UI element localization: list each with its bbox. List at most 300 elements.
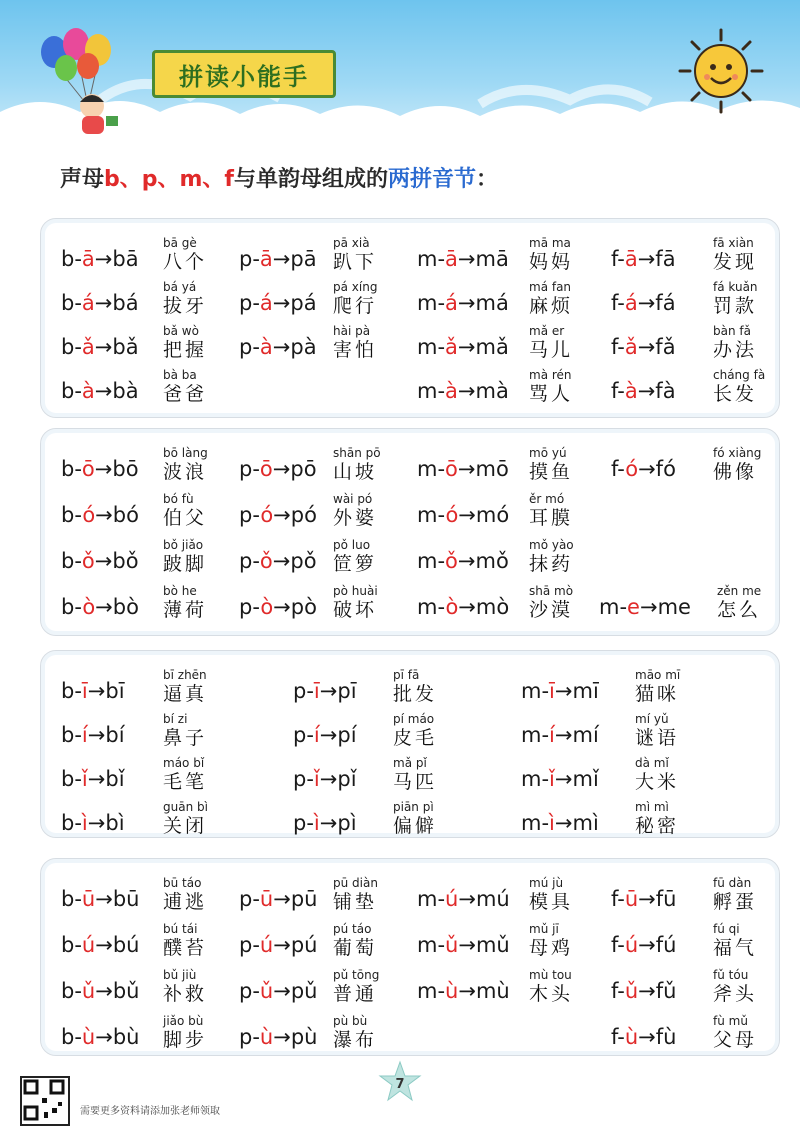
- word-characters: 罚款: [713, 295, 758, 317]
- word-pinyin: bà ba: [163, 368, 197, 382]
- final-vowel: ǎ: [624, 335, 638, 359]
- final-vowel: ū: [259, 887, 274, 911]
- result-syllable: →bā: [94, 247, 139, 271]
- initial-letter: p-: [239, 1025, 260, 1049]
- final-vowel: ù: [445, 979, 459, 1003]
- word-characters: 长发: [713, 383, 758, 405]
- word-characters: 福气: [713, 937, 758, 959]
- example-word: [713, 877, 757, 913]
- final-vowel: ò: [82, 595, 96, 619]
- word-pinyin: mǎ pǐ: [393, 756, 427, 770]
- initial-letter: m-: [417, 503, 446, 527]
- word-pinyin: hài pà: [333, 324, 371, 338]
- footer-note: 需要更多资料请添加张老师领取: [80, 1106, 220, 1117]
- word-characters: 猫咪: [635, 683, 680, 705]
- initial-letter: b-: [61, 1025, 82, 1049]
- word-characters: 麻烦: [529, 295, 574, 317]
- syllable-cell: [41, 795, 779, 839]
- initial-letter: b-: [61, 247, 82, 271]
- syllable-cell: [41, 1009, 779, 1053]
- final-vowel: ō: [81, 457, 95, 481]
- final-vowel: í: [81, 723, 88, 747]
- final-vowel: ǎ: [81, 335, 95, 359]
- result-syllable: →bū: [95, 887, 140, 911]
- result-syllable: →pū: [273, 887, 318, 911]
- word-pinyin: fá kuǎn: [713, 280, 758, 294]
- syllable-cell: [41, 533, 779, 577]
- initial-letter: b-: [61, 457, 82, 481]
- final-vowel: ì: [549, 811, 555, 835]
- spelling-formula: [611, 933, 676, 957]
- word-characters: 普通: [333, 983, 378, 1005]
- syllable-cell: [41, 441, 779, 485]
- result-syllable: →fǔ: [638, 979, 677, 1003]
- result-syllable: →mà: [457, 379, 509, 403]
- result-syllable: →fá: [637, 291, 676, 315]
- result-syllable: →fó: [638, 457, 676, 481]
- spelling-formula: [417, 503, 509, 527]
- word-pinyin: pí máo: [393, 712, 435, 726]
- spelling-formula: [611, 887, 676, 911]
- initial-letter: f-: [611, 979, 625, 1003]
- spelling-formula: [521, 723, 599, 747]
- spelling-formula: [599, 595, 691, 619]
- syllable-row: [41, 963, 779, 1007]
- spelling-formula: [611, 457, 676, 481]
- result-syllable: →bú: [95, 933, 140, 957]
- initial-letter: m-: [599, 595, 628, 619]
- final-vowel: ú: [81, 933, 96, 957]
- final-vowel: ǎ: [445, 335, 458, 359]
- initial-letter: p-: [293, 723, 314, 747]
- word-characters: 逼真: [163, 683, 208, 705]
- word-characters: 马儿: [529, 339, 574, 361]
- result-syllable: →fǎ: [637, 335, 676, 359]
- final-vowel: à: [81, 379, 95, 403]
- example-word: [635, 713, 679, 749]
- page-title: [152, 50, 336, 98]
- word-characters: 偏僻: [393, 815, 438, 837]
- result-syllable: →fù: [638, 1025, 677, 1049]
- spelling-formula: [611, 291, 676, 315]
- example-word: [713, 447, 761, 483]
- syllable-row: [41, 707, 779, 751]
- final-vowel: ò: [260, 595, 274, 619]
- initial-letter: b-: [61, 767, 82, 791]
- syllable-cell: [41, 579, 779, 623]
- word-pinyin: bǎ wò: [163, 324, 199, 338]
- initial-letter: b-: [61, 679, 82, 703]
- initial-letter: p-: [293, 811, 314, 835]
- final-vowel: ò: [445, 595, 459, 619]
- result-syllable: →pǒ: [272, 549, 317, 573]
- heading-tail: 两拼音节: [388, 167, 477, 192]
- result-syllable: →pù: [273, 1025, 318, 1049]
- result-syllable: →pō: [272, 457, 317, 481]
- word-pinyin: guān bì: [163, 800, 208, 814]
- initial-letter: m-: [417, 933, 446, 957]
- final-vowel: í: [549, 723, 555, 747]
- initial-letter: f-: [611, 247, 625, 271]
- syllable-cell: [41, 231, 779, 275]
- initial-letter: b-: [61, 723, 82, 747]
- word-characters: 瀑布: [333, 1029, 378, 1051]
- initial-letter: f-: [611, 1025, 625, 1049]
- word-characters: 伯父: [163, 507, 208, 529]
- word-pinyin: bī zhēn: [163, 668, 207, 682]
- word-characters: 批发: [393, 683, 438, 705]
- final-vowel: ī: [313, 679, 320, 703]
- spelling-formula: [611, 379, 676, 403]
- final-vowel: ā: [259, 247, 273, 271]
- syllable-cell: [41, 871, 779, 915]
- result-syllable: →bǐ: [87, 767, 125, 791]
- word-pinyin: mì mì: [635, 800, 669, 814]
- example-word: [713, 369, 765, 405]
- syllable-row: [41, 441, 779, 485]
- word-pinyin: dà mǐ: [635, 756, 669, 770]
- final-vowel: ā: [81, 247, 95, 271]
- word-pinyin: jiǎo bù: [163, 1014, 204, 1028]
- word-characters: 皮毛: [393, 727, 438, 749]
- word-pinyin: pū diàn: [333, 876, 378, 890]
- result-syllable: →bó: [95, 503, 139, 527]
- initial-letter: f-: [611, 291, 625, 315]
- spelling-formula: [417, 549, 509, 573]
- result-syllable: →bǔ: [95, 979, 140, 1003]
- word-characters: 抹药: [529, 553, 574, 575]
- word-pinyin: fā xiàn: [713, 236, 754, 250]
- word-characters: 马匹: [393, 771, 438, 793]
- word-characters: 孵蛋: [713, 891, 758, 913]
- result-syllable: →bǒ: [94, 549, 139, 573]
- spelling-formula: [611, 335, 676, 359]
- initial-letter: m-: [417, 457, 446, 481]
- syllable-row: [41, 487, 779, 531]
- result-syllable: →mǔ: [458, 933, 510, 957]
- result-syllable: →mō: [457, 457, 509, 481]
- word-pinyin: bǔ jiù: [163, 968, 197, 982]
- initial-letter: b-: [61, 503, 83, 527]
- result-syllable: →mǎ: [457, 335, 509, 359]
- syllable-cell: [41, 363, 779, 407]
- word-pinyin: bó fù: [163, 492, 194, 506]
- word-characters: 铺垫: [333, 891, 378, 913]
- word-characters: 爬行: [333, 295, 378, 317]
- word-pinyin: fū dàn: [713, 876, 752, 890]
- final-vowel: ī: [549, 679, 555, 703]
- word-pinyin: mō yú: [529, 446, 567, 460]
- final-vowel: ù: [259, 1025, 274, 1049]
- word-characters: 谜语: [635, 727, 680, 749]
- word-pinyin: pǔ tōng: [333, 968, 380, 982]
- example-word: [713, 237, 757, 273]
- heading-colon: ：: [476, 167, 499, 192]
- syllable-row: [41, 533, 779, 577]
- word-pinyin: bí zi: [163, 712, 188, 726]
- word-pinyin: bā gè: [163, 236, 197, 250]
- result-syllable: →fā: [637, 247, 676, 271]
- final-vowel: ǐ: [81, 767, 88, 791]
- final-vowel: á: [81, 291, 95, 315]
- heading-mid: 与单韵母组成的: [234, 167, 389, 192]
- syllable-row: [41, 579, 779, 623]
- initial-letter: b-: [61, 811, 82, 835]
- word-characters: 怎么: [717, 599, 762, 621]
- result-syllable: →mí: [554, 723, 599, 747]
- syllable-cell: [41, 487, 779, 531]
- initial-letter: p-: [293, 679, 314, 703]
- example-word: [713, 1015, 757, 1051]
- spelling-formula: [611, 247, 676, 271]
- spelling-formula: [521, 679, 599, 703]
- initial-letter: p-: [239, 503, 261, 527]
- word-characters: 爸爸: [163, 383, 208, 405]
- initial-letter: f-: [611, 887, 625, 911]
- word-characters: 骂人: [529, 383, 574, 405]
- example-word: [713, 325, 757, 361]
- result-syllable: →bī: [87, 679, 125, 703]
- word-pinyin: bú tái: [163, 922, 198, 936]
- initial-letter: b-: [61, 379, 82, 403]
- result-syllable: →fú: [638, 933, 677, 957]
- spelling-formula: [611, 1025, 676, 1049]
- heading-pre: 声母: [60, 167, 105, 192]
- initial-letter: m-: [521, 679, 550, 703]
- word-characters: 父母: [713, 1029, 758, 1051]
- final-vowel: ǔ: [624, 979, 639, 1003]
- word-characters: 毛笔: [163, 771, 208, 793]
- result-syllable: →pā: [272, 247, 317, 271]
- word-pinyin: pú táo: [333, 922, 372, 936]
- word-characters: 八个: [163, 251, 208, 273]
- final-vowel: ǐ: [549, 767, 555, 791]
- example-word: [529, 493, 573, 529]
- spelling-formula: [521, 767, 599, 791]
- word-pinyin: wài pó: [333, 492, 373, 506]
- syllable-panel: [40, 218, 780, 418]
- syllable-row: [41, 663, 779, 707]
- word-characters: 关闭: [163, 815, 208, 837]
- word-pinyin: mí yǔ: [635, 712, 669, 726]
- word-pinyin: mā ma: [529, 236, 571, 250]
- word-characters: 办法: [713, 339, 758, 361]
- word-pinyin: bǒ jiǎo: [163, 538, 204, 552]
- word-characters: 沙漠: [529, 599, 574, 621]
- final-vowel: ì: [81, 811, 88, 835]
- page-number: 7: [395, 1076, 405, 1092]
- initial-letter: m-: [417, 595, 446, 619]
- word-characters: 趴下: [333, 251, 378, 273]
- initial-letter: p-: [239, 979, 260, 1003]
- result-syllable: →bí: [87, 723, 125, 747]
- word-characters: 补救: [163, 983, 208, 1005]
- final-vowel: á: [259, 291, 273, 315]
- initial-letter: b-: [61, 335, 82, 359]
- page-title-text: 拼读小能手: [179, 62, 309, 91]
- result-syllable: →pó: [273, 503, 317, 527]
- result-syllable: →bō: [94, 457, 139, 481]
- initial-letter: b-: [61, 933, 82, 957]
- result-syllable: →mò: [458, 595, 510, 619]
- word-characters: 妈妈: [529, 251, 574, 273]
- final-vowel: ǔ: [445, 933, 459, 957]
- sun-icon: [676, 26, 766, 116]
- final-vowel: á: [624, 291, 638, 315]
- final-vowel: ó: [625, 457, 639, 481]
- initial-letter: b-: [61, 595, 83, 619]
- syllable-panel: [40, 428, 780, 636]
- initial-letter: m-: [417, 335, 446, 359]
- syllable-panel: [40, 650, 780, 838]
- result-syllable: →mǐ: [554, 767, 599, 791]
- final-vowel: à: [259, 335, 273, 359]
- word-pinyin: mǎ er: [529, 324, 565, 338]
- syllable-panel: [40, 858, 780, 1056]
- word-pinyin: pù bù: [333, 1014, 368, 1028]
- word-pinyin: pī fā: [393, 668, 420, 682]
- result-syllable: →pá: [272, 291, 317, 315]
- syllable-row: [41, 319, 779, 363]
- initial-letter: m-: [417, 549, 446, 573]
- word-pinyin: bàn fǎ: [713, 324, 751, 338]
- result-syllable: →pò: [273, 595, 317, 619]
- result-syllable: →mī: [554, 679, 599, 703]
- word-characters: 薄荷: [163, 599, 208, 621]
- initial-letter: p-: [239, 887, 260, 911]
- word-characters: 佛像: [713, 461, 758, 483]
- word-characters: 模具: [529, 891, 574, 913]
- initial-letter: m-: [417, 291, 446, 315]
- example-word: [635, 669, 680, 705]
- result-syllable: →bì: [87, 811, 125, 835]
- initial-letter: f-: [611, 457, 626, 481]
- initial-letter: f-: [611, 379, 625, 403]
- word-pinyin: bá yá: [163, 280, 197, 294]
- syllable-cell: [41, 319, 779, 363]
- balloons-girl-icon: [36, 28, 146, 138]
- example-word: [713, 923, 757, 959]
- result-syllable: →pī: [319, 679, 357, 703]
- final-vowel: ǐ: [313, 767, 320, 791]
- final-vowel: ù: [81, 1025, 96, 1049]
- word-pinyin: má fan: [529, 280, 572, 294]
- word-pinyin: pò huài: [333, 584, 378, 598]
- word-characters: 耳膜: [529, 507, 574, 529]
- word-pinyin: fú qi: [713, 922, 740, 936]
- word-pinyin: cháng fà: [713, 368, 766, 382]
- initial-letter: b-: [61, 887, 82, 911]
- word-pinyin: fù mǔ: [713, 1014, 748, 1028]
- word-pinyin: mà rén: [529, 368, 572, 382]
- result-syllable: →bǎ: [94, 335, 139, 359]
- example-word: [529, 539, 574, 575]
- syllable-row: [41, 871, 779, 915]
- result-syllable: →bù: [95, 1025, 140, 1049]
- result-syllable: →bò: [95, 595, 139, 619]
- word-characters: 木头: [529, 983, 574, 1005]
- initial-letter: p-: [239, 247, 260, 271]
- final-vowel: ō: [259, 457, 273, 481]
- final-vowel: e: [627, 595, 640, 619]
- result-syllable: →pǐ: [319, 767, 357, 791]
- example-word: [635, 801, 679, 837]
- result-syllable: →pǔ: [273, 979, 318, 1003]
- result-syllable: →pí: [319, 723, 357, 747]
- word-pinyin: fó xiàng: [713, 446, 762, 460]
- example-word: [717, 585, 761, 621]
- syllable-cell: [41, 275, 779, 319]
- example-word: [713, 969, 757, 1005]
- initial-letter: p-: [239, 291, 260, 315]
- section-heading: [60, 162, 498, 193]
- initial-letter: p-: [239, 933, 260, 957]
- word-characters: 拔牙: [163, 295, 208, 317]
- final-vowel: ā: [624, 247, 638, 271]
- word-characters: 醭苔: [163, 937, 208, 959]
- word-pinyin: piān pì: [393, 800, 434, 814]
- final-vowel: à: [445, 379, 458, 403]
- syllable-row: [41, 231, 779, 275]
- final-vowel: ú: [445, 887, 459, 911]
- initial-letter: m-: [417, 979, 446, 1003]
- word-characters: 害怕: [333, 339, 378, 361]
- result-syllable: →me: [639, 595, 691, 619]
- final-vowel: à: [624, 379, 638, 403]
- heading-letters: b、p、m、f: [104, 167, 235, 192]
- word-pinyin: bō làng: [163, 446, 208, 460]
- word-pinyin: mù tou: [529, 968, 572, 982]
- word-pinyin: shān pō: [333, 446, 381, 460]
- syllable-row: [41, 751, 779, 795]
- word-pinyin: mú jù: [529, 876, 564, 890]
- final-vowel: ā: [445, 247, 458, 271]
- syllable-cell: [41, 751, 779, 795]
- final-vowel: í: [313, 723, 320, 747]
- word-characters: 斧头: [713, 983, 758, 1005]
- final-vowel: ǒ: [259, 549, 273, 573]
- word-characters: 鼻子: [163, 727, 208, 749]
- word-pinyin: fǔ tóu: [713, 968, 749, 982]
- result-syllable: →pú: [273, 933, 318, 957]
- word-characters: 秘密: [635, 815, 680, 837]
- result-syllable: →pì: [319, 811, 357, 835]
- final-vowel: ì: [313, 811, 320, 835]
- initial-letter: m-: [417, 247, 446, 271]
- word-pinyin: bū táo: [163, 876, 202, 890]
- result-syllable: →bà: [94, 379, 139, 403]
- result-syllable: →bá: [94, 291, 139, 315]
- example-word: [713, 281, 758, 317]
- final-vowel: ū: [624, 887, 639, 911]
- syllable-cell: [41, 707, 779, 751]
- word-pinyin: pǒ luo: [333, 538, 371, 552]
- result-syllable: →mì: [554, 811, 599, 835]
- result-syllable: →mā: [457, 247, 509, 271]
- word-pinyin: shā mò: [529, 584, 574, 598]
- initial-letter: f-: [611, 933, 625, 957]
- word-characters: 母鸡: [529, 937, 574, 959]
- word-pinyin: zěn me: [717, 584, 762, 598]
- syllable-cell: [41, 663, 779, 707]
- word-pinyin: máo bǐ: [163, 756, 205, 770]
- final-vowel: ū: [81, 887, 96, 911]
- final-vowel: ǔ: [259, 979, 274, 1003]
- word-pinyin: mǔ jī: [529, 922, 559, 936]
- result-syllable: →fà: [637, 379, 676, 403]
- word-characters: 跛脚: [163, 553, 208, 575]
- initial-letter: p-: [239, 457, 260, 481]
